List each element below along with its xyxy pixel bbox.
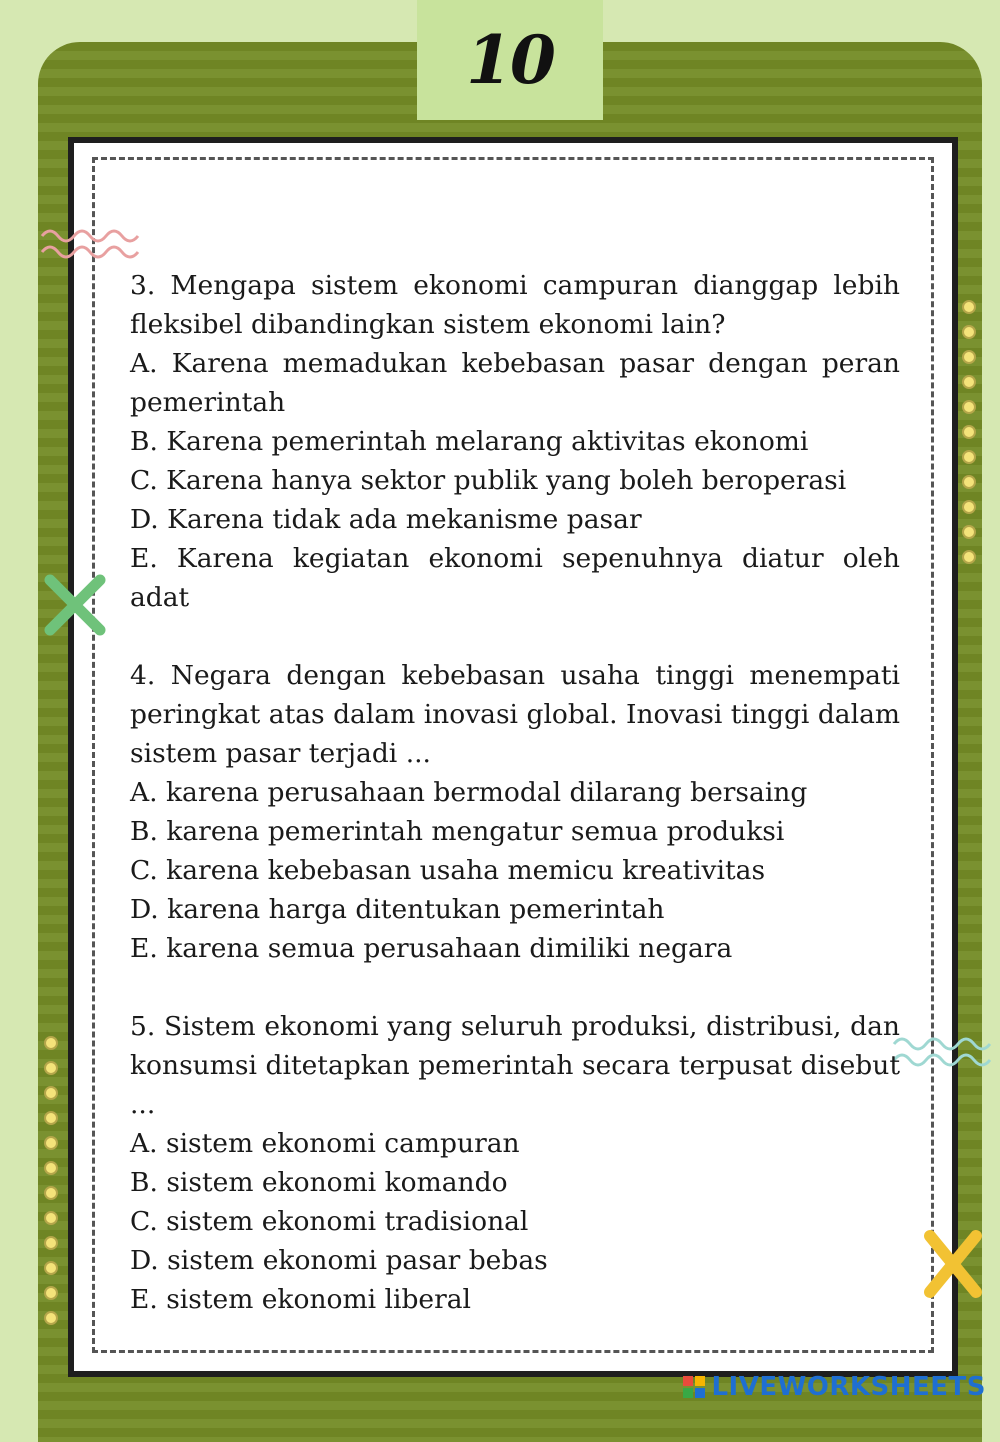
question-3-option-a[interactable]: A. Karena memadukan kebebasan pasar dengan peran pemerintah (130, 348, 900, 418)
squiggle-teal-decoration (892, 1030, 992, 1080)
question-4-option-d[interactable]: D. karena harga ditentukan pemerintah (130, 894, 665, 925)
question-4-option-a[interactable]: A. karena perusahaan bermodal dilarang bersaing (130, 777, 808, 808)
question-3-option-e[interactable]: E. Karena kegiatan ekonomi sepenuhnya diatur oleh adat (130, 543, 900, 613)
question-3-stem: 3. Mengapa sistem ekonomi campuran dianggap lebih fleksibel dibandingkan sistem ekonomi lain? (130, 270, 900, 340)
cross-green-decoration (40, 570, 110, 640)
question-3 (130, 266, 900, 617)
liveworksheets-logo[interactable] (683, 1372, 986, 1402)
squiggle-pink-decoration (40, 222, 150, 272)
question-4-option-c[interactable]: C. karena kebebasan usaha memicu kreativitas (130, 855, 766, 886)
question-5-stem: 5. Sistem ekonomi yang seluruh produksi, distribusi, dan konsumsi ditetapkan pemerintah secara terpusat disebut ... (130, 1011, 900, 1120)
question-4 (130, 656, 900, 968)
question-3-option-d[interactable]: D. Karena tidak ada mekanisme pasar (130, 504, 642, 535)
page-number: 10 (466, 21, 554, 99)
liveworksheets-logo-text: LIVEWORKSHEETS (711, 1372, 986, 1402)
question-list (130, 266, 900, 1358)
question-5-option-c[interactable]: C. sistem ekonomi tradisional (130, 1206, 529, 1237)
question-5 (130, 1007, 900, 1319)
cross-yellow-decoration (918, 1224, 988, 1304)
question-4-option-b[interactable]: B. karena pemerintah mengatur semua produksi (130, 816, 785, 847)
question-5-option-e[interactable]: E. sistem ekonomi liberal (130, 1284, 472, 1315)
liveworksheets-logo-icon (683, 1376, 705, 1398)
decorative-dots-right (962, 300, 976, 564)
decorative-dots-left (44, 1036, 58, 1325)
question-4-option-e[interactable]: E. karena semua perusahaan dimiliki negara (130, 933, 733, 964)
question-3-option-c[interactable]: C. Karena hanya sektor publik yang boleh beroperasi (130, 465, 847, 496)
question-5-option-a[interactable]: A. sistem ekonomi campuran (130, 1128, 520, 1159)
page-number-tab (417, 0, 603, 120)
question-3-option-b[interactable]: B. Karena pemerintah melarang aktivitas ekonomi (130, 426, 809, 457)
question-5-option-b[interactable]: B. sistem ekonomi komando (130, 1167, 508, 1198)
question-4-stem: 4. Negara dengan kebebasan usaha tinggi menempati peringkat atas dalam inovasi global. Inovasi tinggi dalam sistem pasar terjadi ... (130, 660, 900, 769)
question-5-option-d[interactable]: D. sistem ekonomi pasar bebas (130, 1245, 548, 1276)
